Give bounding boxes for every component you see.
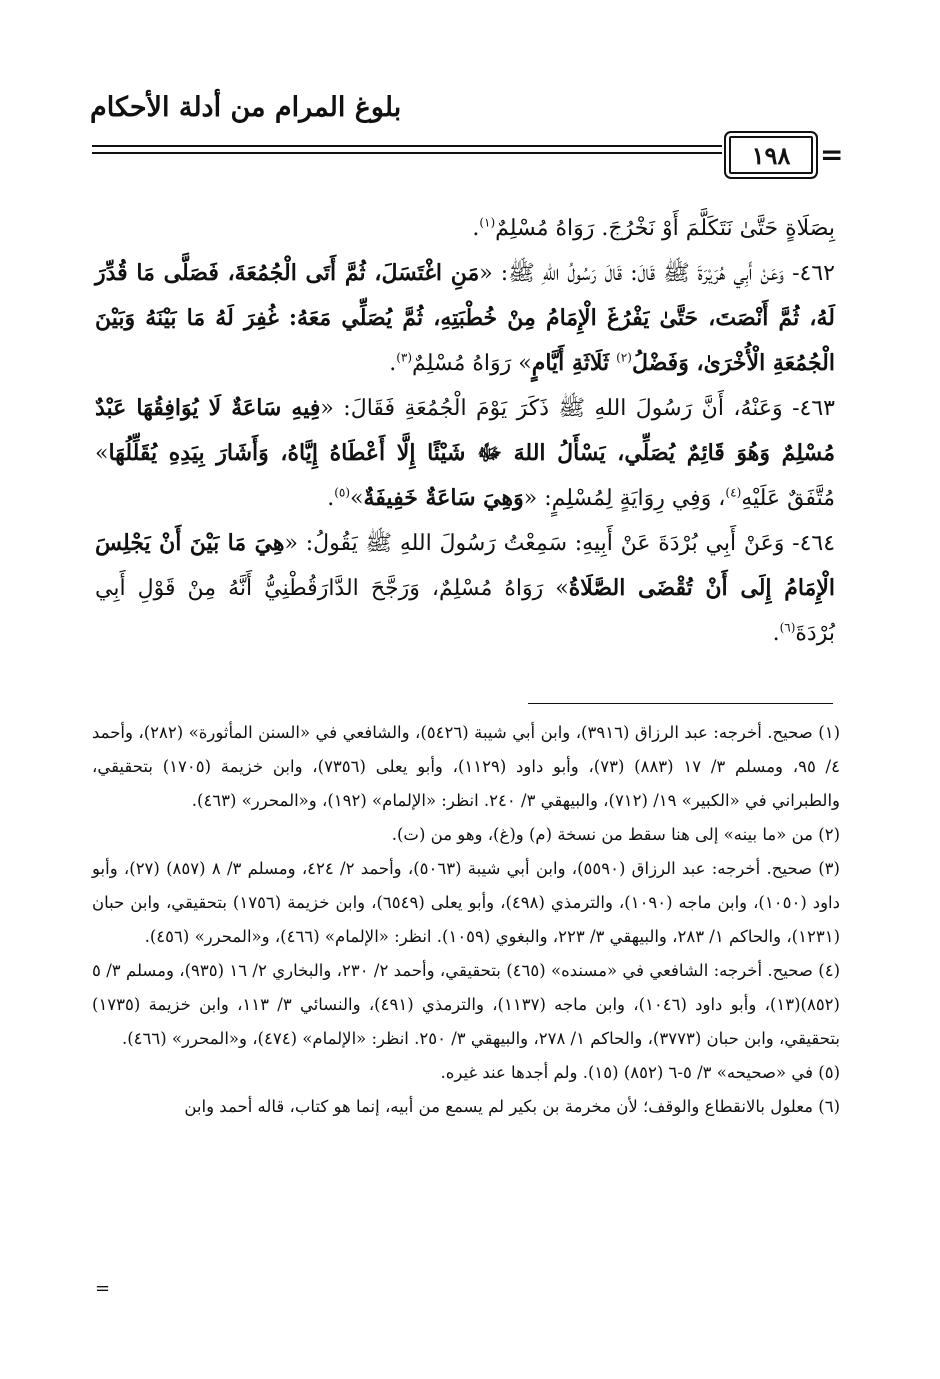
footnote-2: (٢) من «ما بينه» إلى هنا سقط من نسخة (م) و(غ)، وهو من (ت). (391, 825, 840, 844)
hadith-number: ٤٦٣ (799, 396, 835, 421)
footnote-3: (٣) صحيح. أخرجه: عبد الرزاق (٥٥٩٠)، وابن أبي شيبة (٥٠٦٣)، وأحمد ٢/ ٤٢٤، ومسلم ٣/ ٨ (٨٥٧) (٢٧)، وأبو داود (١٠٥٠)، وابن ماجه (١٠٩٠)، والترمذي (٤٩٨)، وأبو يعلى (٦٥٤٩)، وابن خزيمة (١٧٥٦) بتحقيقي، وابن حبان (١٢٣١)، والحاكم ١/ ٢٨٣، والبيهقي ٣/ ٢٢٣، والبغوي (١٠٥٩). انظر: «الإلمام» (٤٦٦)، و«المحرر» (٤٥٦). (92, 859, 840, 946)
hadith-text: وَهِيَ سَاعَةٌ خَفِيفَةٌ (363, 485, 524, 511)
footnote-separator (528, 703, 833, 704)
header-mark: = (820, 138, 844, 171)
header-rule (92, 145, 722, 147)
footnote-ref: (١) (479, 215, 496, 230)
paragraph-continuation: بِصَلَاةٍ حَتَّىٰ نَتَكَلَّمَ أَوْ نَخْرُجَ. رَوَاهُ مُسْلِمٌ$^{(١)}$. (472, 215, 835, 241)
hadith-462: ٤٦٢- وَعَنْ أَبِي هُرَيْرَةَ ﷺ قَالَ: قَالَ رَسُولُ اللهِ ﷺ: «مَنِ اغْتَسَلَ، ثُمَّ أَتَى الْجُمُعَةَ، فَصَلَّى مَا قُدِّرَ لَهُ، ثُمَّ أَنْصَتَ، حَتَّىٰ يَفْرُغَ الْإِمَامُ مِنْ خُطْبَتِهِ، ثُمَّ يُصَلِّي مَعَهُ: غُفِرَ لَهُ مَا بَيْنَهُ وَبَيْنَ الْجُمُعَةِ الْأُخْرَىٰ، وَفَضْلُ$^{(٢)}$ ثَلَاثَةِ أَيَّامٍ» رَوَاهُ مُسْلِمٌ$^{(٣)}$. (95, 260, 835, 376)
running-title: بلوغ المرام من أدلة الأحكام (90, 92, 402, 123)
hadith-number: ٤٦٤ (799, 531, 836, 556)
footnotes (92, 716, 840, 1124)
continuation-mark: = (95, 1278, 111, 1299)
footnote-4: (٤) صحيح. أخرجه: الشافعي في «مسنده» (٤٦٥) بتحقيقي، وأحمد ٢/ ٢٣٠، والبخاري ٢/ ١٦ (٩٣٥)، ومسلم ٣/ ٥ (٨٥٢)(١٣)، وأبو داود (١٠٤٦)، وابن ماجه (١١٣٧)، والترمذي (٤٩١)، والنسائي ٣/ ١١٣، وابن خزيمة (١٧٣٥) بتحقيقي، وابن حبان (٣٧٧٣)، والحاكم ١/ ٢٧٨، والبيهقي ٣/ ٢٥٠. انظر: «الإلمام» (٤٧٤)، و«المحرر» (٤٦٦). (92, 961, 841, 1048)
hadith-number: ٤٦٢ (799, 261, 835, 286)
page-number: ١٩٨ (724, 131, 818, 179)
footnote-6: (٦) معلول بالانقطاع والوقف؛ لأن مخرمة بن بكير لم يسمع من أبيه، إنما هو كتاب، قاله أحمد وابن (184, 1097, 840, 1116)
hadith-text: فِيهِ سَاعَةٌ لَا يُوَافِقُهَا عَبْدٌ مُسْلِمٌ وَهُوَ قَائِمٌ يُصَلِّي، يَسْأَلُ اللهَ ﷻ شَيْئًا إِلَّا أَعْطَاهُ إِيَّاهُ، وَأَشَارَ بِيَدِهِ يُقَلِّلُهَا (95, 395, 835, 466)
footnote-1: (١) صحيح. أخرجه: عبد الرزاق (٣٩١٦)، وابن أبي شيبة (٥٤٢٦)، والشافعي في «السنن المأثورة» (٢٨٢)، وأحمد ٤/ ٩٥، ومسلم ٣/ ١٧ (٨٨٣) (٧٣)، وأبو داود (١١٢٩)، وأبو يعلى (٧٣٥٦)، وابن خزيمة (١٧٠٥) بتحقيقي، والطبراني في «الكبير» ١٩/ (٧١٢)، والبيهقي ٣/ ٢٤٠. انظر: «الإلمام» (١٩٢)، و«المحرر» (٤٦٣). (92, 723, 840, 810)
footnote-ref: (٥) (334, 485, 351, 500)
hadith-text: مَنِ اغْتَسَلَ، ثُمَّ أَتَى الْجُمُعَةَ، فَصَلَّى مَا قُدِّرَ لَهُ، ثُمَّ أَنْصَتَ، حَتَّىٰ يَفْرُغَ الْإِمَامُ مِنْ خُطْبَتِهِ، ثُمَّ يُصَلِّي مَعَهُ: غُفِرَ لَهُ مَا بَيْنَهُ وَبَيْنَ الْجُمُعَةِ الْأُخْرَىٰ، وَفَضْلُ (95, 260, 835, 376)
hadith-text: ثَلَاثَةِ أَيَّامٍ (531, 350, 610, 376)
hadith-text: هِيَ مَا بَيْنَ أَنْ يَجْلِسَ الْإِمَامُ إِلَى أَنْ تُقْضَى الصَّلَاةُ (95, 530, 835, 601)
footnote-ref: (٤) (725, 485, 742, 500)
footnote-ref: (٢) (616, 350, 632, 365)
footnote-ref: (٣) (396, 350, 413, 365)
header-rule (92, 152, 722, 154)
footnote-5: (٥) في «صحيحه» ٣/ ٥-٦ (٨٥٢) (١٥). ولم أجدها عند غيره. (440, 1063, 840, 1082)
hadith-464: ٤٦٤- وَعَنْ أَبِي بُرْدَةَ عَنْ أَبِيهِ: سَمِعْتُ رَسُولَ اللهِ ﷺ يَقُولُ: «هِيَ مَا بَيْنَ أَنْ يَجْلِسَ الْإِمَامُ إِلَى أَنْ تُقْضَى الصَّلَاةُ» رَوَاهُ مُسْلِمٌ، وَرَجَّحَ الدَّارَقُطْنِيُّ أَنَّهُ مِنْ قَوْلِ أَبِي بُرْدَةَ$^{(٦)}$. (95, 530, 836, 646)
footnote-ref: (٦) (779, 620, 796, 635)
main-text (95, 206, 835, 656)
hadith-463: ٤٦٣- وَعَنْهُ، أَنَّ رَسُولَ اللهِ ﷺ ذَكَرَ يَوْمَ الْجُمُعَةِ فَقَالَ: «فِيهِ سَاعَةٌ لَا يُوَافِقُهَا عَبْدٌ مُسْلِمٌ وَهُوَ قَائِمٌ يُصَلِّي، يَسْأَلُ اللهَ ﷻ شَيْئًا إِلَّا أَعْطَاهُ إِيَّاهُ، وَأَشَارَ بِيَدِهِ يُقَلِّلُهَا» مُتَّفَقٌ عَلَيْهِ$^{(٤)}$، وَفِي رِوَايَةٍ لِمُسْلِمٍ: «وَهِيَ سَاعَةٌ خَفِيفَةٌ»$^{(٥)}$. (95, 395, 835, 511)
